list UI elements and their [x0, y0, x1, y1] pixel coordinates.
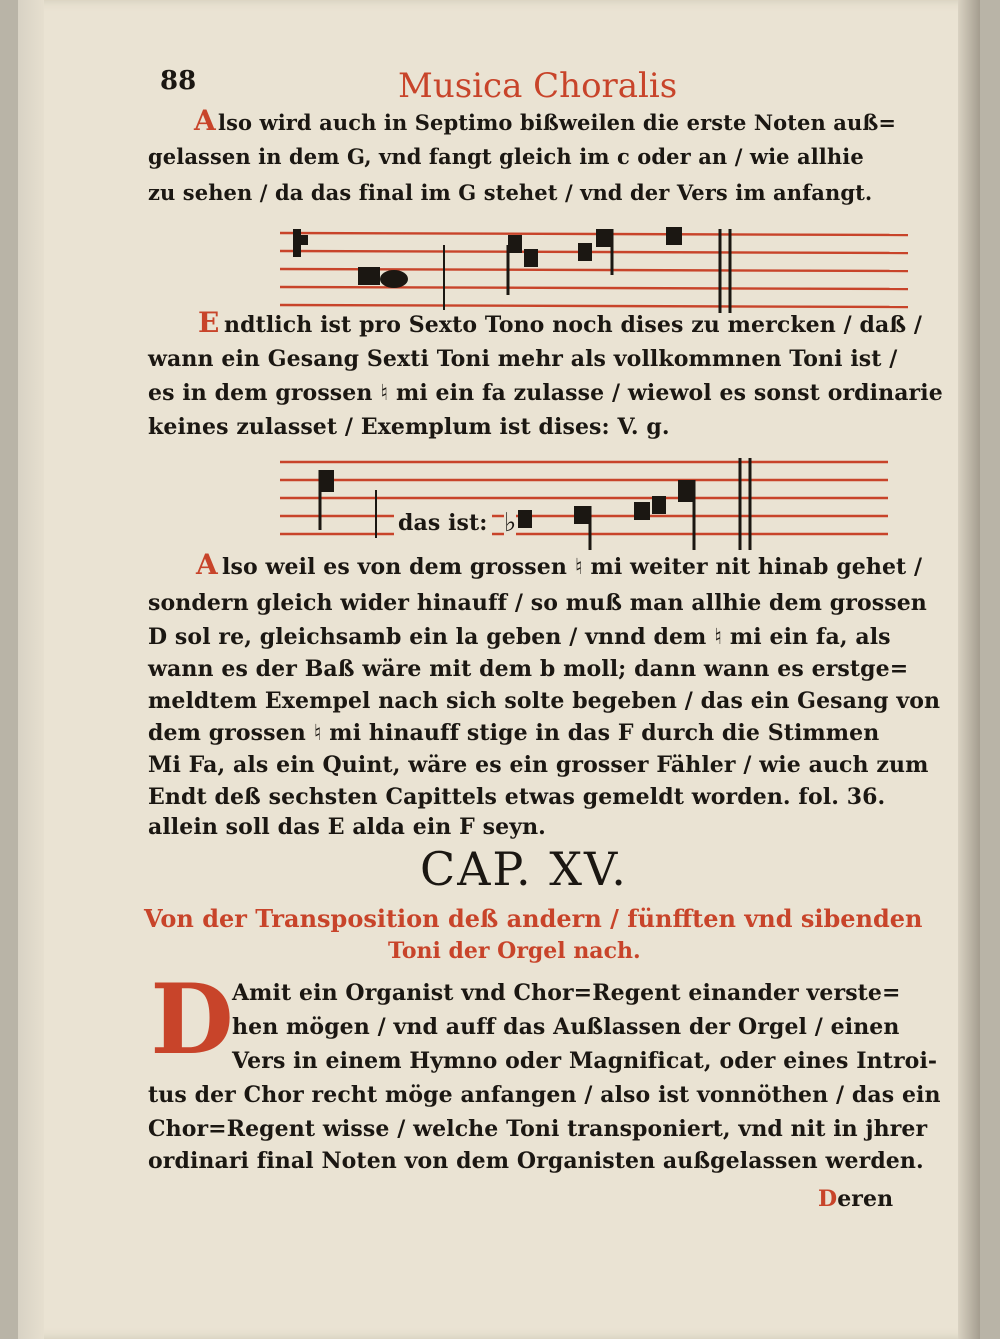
flat-sign: ♭ [504, 508, 517, 538]
music-staff-2 [148, 450, 928, 560]
paragraph4-line: hen mögen / vnd auff das Außlassen der Orgel / einen [232, 1014, 900, 1040]
paragraph3-line: Mi Fa, als ein Quint, wäre es ein grosser Fähler / wie auch zum [148, 752, 929, 778]
paragraph3-line: D sol re, gleichsamb ein la geben / vnnd dem ♮ mi ein fa, als [148, 624, 891, 650]
chapter-title-line1: Von der Transposition deß andern / fünfften vnd sibenden [144, 904, 923, 933]
page-gutter [958, 0, 980, 1339]
paragraph3-line: Endt deß sechsten Capittels etwas gemeldt worden. fol. 36. [148, 784, 886, 810]
paragraph4-line: Chor=Regent wisse / welche Toni transponiert, vnd nit in jhrer [148, 1116, 928, 1142]
chapter-heading: CAP. XV. [420, 842, 628, 896]
paragraph1-initial: A [194, 104, 216, 137]
paragraph3-line: lso weil es von dem grossen ♮ mi weiter nit hinab gehet / [222, 554, 923, 580]
paragraph4-line: Vers in einem Hymno oder Magnificat, oder eines Introi- [232, 1048, 938, 1074]
book-page [18, 0, 980, 1339]
paragraph4-line: Amit ein Organist vnd Chor=Regent einander verste= [232, 980, 901, 1006]
running-title: Musica Choralis [398, 66, 678, 106]
catchword [818, 1186, 893, 1212]
example-label: das ist: [394, 510, 492, 536]
music-staff-1 [148, 215, 928, 315]
page-left-edge [18, 0, 44, 1339]
paragraph2-initial: E [198, 306, 220, 339]
paragraph1-line: lso wird auch in Septimo bißweilen die erste Noten auß= [218, 110, 897, 135]
paragraph4-line: tus der Chor recht möge anfangen / also ist vonnöthen / das ein [148, 1082, 941, 1108]
paragraph2-line: wann ein Gesang Sexti Toni mehr als vollkommnen Toni ist / [148, 346, 898, 372]
catchword-text: eren [837, 1186, 894, 1212]
paragraph4-line: ordinari final Noten von dem Organisten außgelassen werden. [148, 1148, 924, 1174]
paragraph3-line: allein soll das E alda ein F seyn. [148, 814, 546, 840]
paragraph3-initial: A [196, 548, 218, 581]
paragraph1-line: zu sehen / da das final im G stehet / vnd der Vers im anfangt. [148, 180, 873, 205]
page-number: 88 [160, 66, 197, 96]
paragraph3-line: meldtem Exempel nach sich solte begeben / das ein Gesang von [148, 688, 941, 714]
paragraph2-line: ndtlich ist pro Sexto Tono noch dises zu mercken / daß / [224, 312, 923, 338]
paragraph3-line: wann es der Baß wäre mit dem b moll; dann wann es erstge= [148, 656, 909, 682]
paragraph3-line: sondern gleich wider hinauff / so muß man allhie dem grossen [148, 590, 927, 616]
catchword-initial: D [818, 1186, 838, 1212]
decorated-initial: D [150, 963, 234, 1076]
paragraph3-line: dem grossen ♮ mi hinauff stige in das F durch die Stimmen [148, 720, 880, 746]
paragraph1-line: gelassen in dem G, vnd fangt gleich im c oder an / wie allhie [148, 144, 864, 169]
paragraph2-line: keines zulasset / Exemplum ist dises: V. g. [148, 414, 670, 440]
paragraph2-line: es in dem grossen ♮ mi ein fa zulasse / wiewol es sonst ordinarie [148, 380, 943, 406]
chapter-title-line2: Toni der Orgel nach. [388, 938, 641, 964]
